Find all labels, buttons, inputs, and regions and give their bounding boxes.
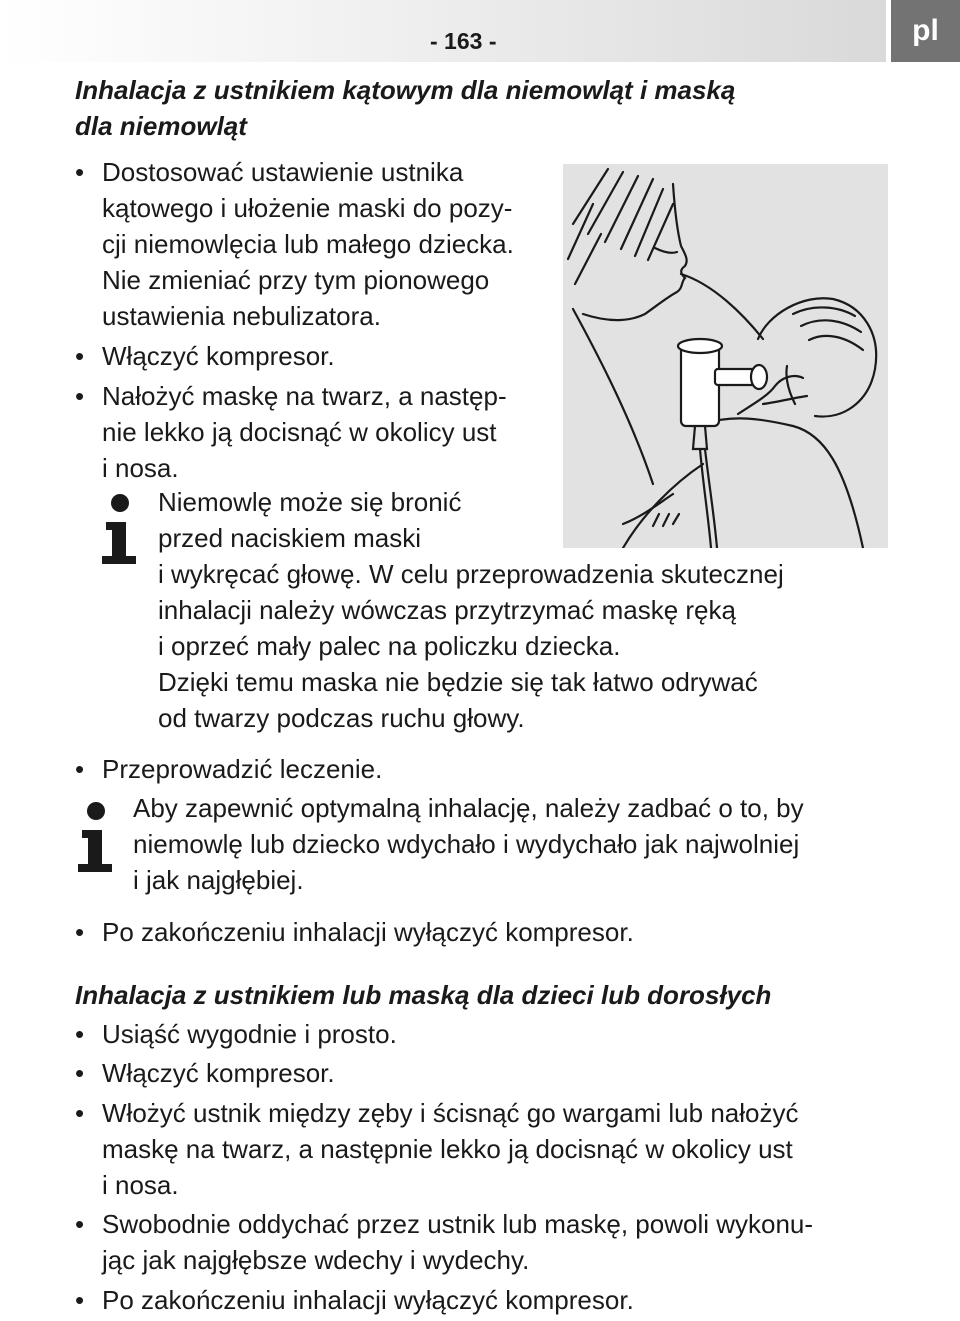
text-line: cji niemowlęcia lub małego dziecka. <box>102 229 514 259</box>
section1-title-line2: dla niemowląt <box>75 111 247 141</box>
section2-bullet-compressor-off: • Po zakończeniu inhalacji wyłączyć kompresor. <box>102 1282 634 1318</box>
info-note-breathing <box>133 790 804 898</box>
section2-bullet-mouthpiece <box>102 1095 798 1203</box>
section1-bullet-compressor-on: • Włączyć kompresor. <box>102 338 335 374</box>
text-line: i jak najgłębiej. <box>133 865 304 895</box>
text-line: Swobodnie oddychać przez ustnik lub maskę, powoli wykonu- <box>102 1209 814 1239</box>
text-line: Niemowlę może się bronić <box>158 487 462 517</box>
text-line: i nosa. <box>102 1170 179 1200</box>
text-line: przed naciskiem maski <box>158 523 421 553</box>
section1-title <box>75 72 735 144</box>
text-line: nie lekko ją docisnąć w okolicy ust <box>102 417 497 447</box>
text-line: maskę na twarz, a następnie lekko ją docisnąć w okolicy ust <box>102 1134 793 1164</box>
text-line: Nie zmieniać przy tym pionowego <box>102 265 490 295</box>
text-line: i wykręcać głowę. W celu przeprowadzenia skutecznej <box>158 559 784 589</box>
section1-title-line1: Inhalacja z ustnikiem kątowym dla niemowląt i maską <box>75 75 736 105</box>
text-line: inhalacji należy wówczas przytrzymać maskę ręką <box>158 595 736 625</box>
section1-bullet-apply-mask <box>102 378 507 486</box>
section1-bullet-compressor-off: • Po zakończeniu inhalacji wyłączyć kompresor. <box>102 914 634 950</box>
info-icon <box>98 492 142 566</box>
section1-bullet-treatment: • Przeprowadzić leczenie. <box>102 751 382 787</box>
text-line: ustawienia nebulizatora. <box>102 301 381 331</box>
text-line: i nosa. <box>102 453 179 483</box>
text-line: i oprzeć mały palec na policzku dziecka. <box>158 631 621 661</box>
section2-bullet-compressor-on: • Włączyć kompresor. <box>102 1055 335 1091</box>
info-icon <box>74 800 118 874</box>
text-line: Dostosować ustawienie ustnika <box>102 157 464 187</box>
section2-bullet-sit: • Usiąść wygodnie i prosto. <box>102 1016 397 1052</box>
info-note-infant-resistance <box>158 484 784 736</box>
text-line: Dzięki temu maska nie będzie się tak łatwo odrywać <box>158 667 758 697</box>
text-line: jąc jak najgłębsze wdechy i wydechy. <box>102 1245 530 1275</box>
section1-bullet-adjust <box>102 154 514 334</box>
section2-title: Inhalacja z ustnikiem lub maską dla dzieci lub dorosłych <box>75 980 772 1010</box>
text-line: od twarzy podczas ruchu głowy. <box>158 703 525 733</box>
text-line: Nałożyć maskę na twarz, a następ- <box>102 381 507 411</box>
text-line: kątowego i ułożenie maski do pozy- <box>102 193 513 223</box>
page-number: - 163 - <box>430 28 497 54</box>
text-line: Aby zapewnić optymalną inhalację, należy zadbać o to, by <box>133 793 804 823</box>
language-tab: pl <box>891 0 960 62</box>
text-line: Włożyć ustnik między zęby i ścisnąć go wargami lub nałożyć <box>102 1098 799 1128</box>
text-line: niemowlę lub dziecko wdychało i wydychało jak najwolniej <box>133 829 800 859</box>
section2-bullet-breathe <box>102 1206 813 1278</box>
